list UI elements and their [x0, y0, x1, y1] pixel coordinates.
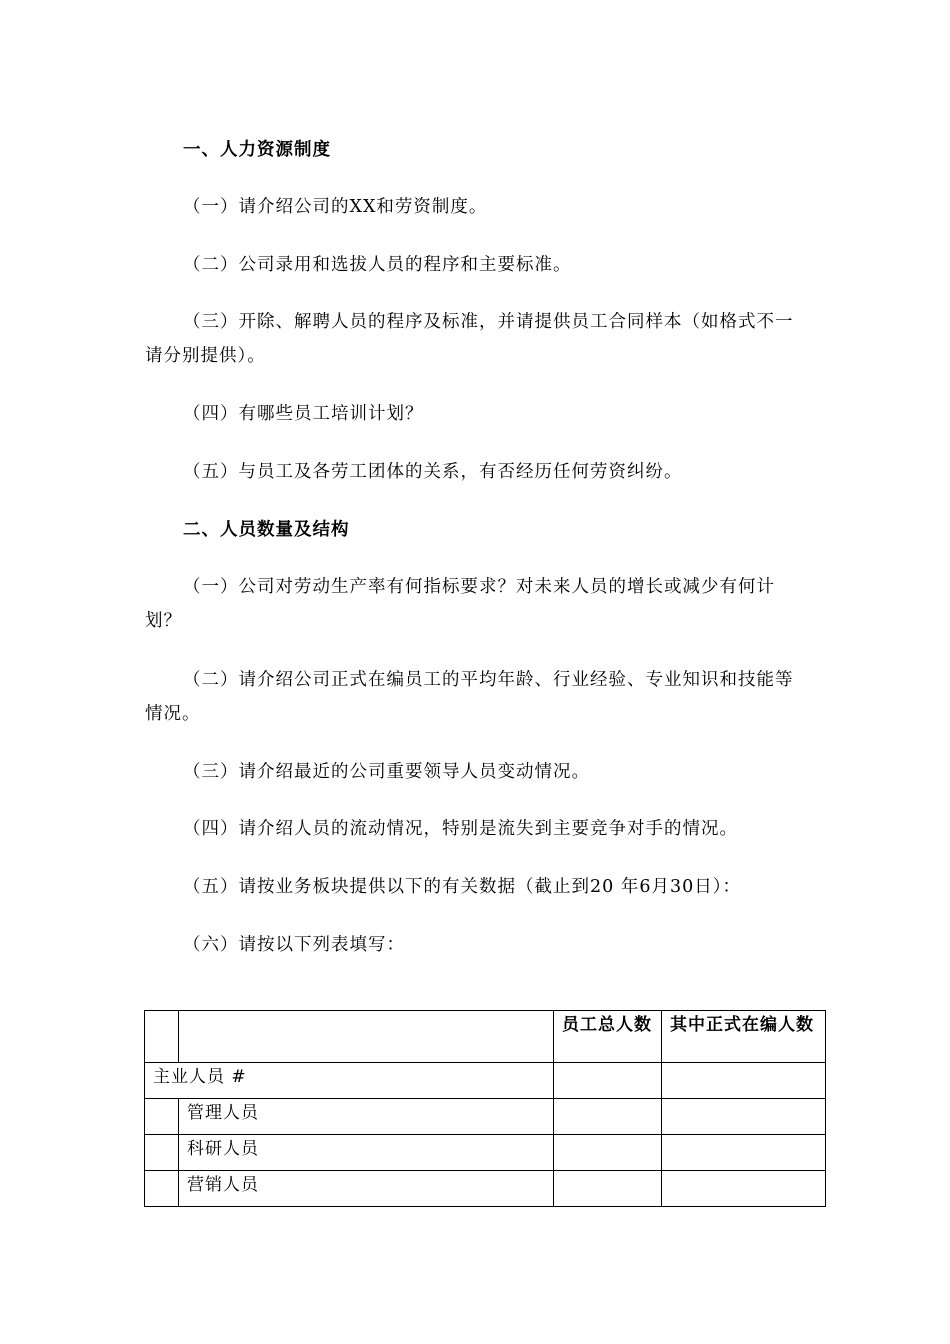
table-row-label: 管理人员 [179, 1099, 554, 1135]
table-cell [662, 1135, 826, 1171]
section-1-item-2: （二）公司录用和选拔人员的程序和主要标准。 [183, 255, 572, 275]
table-row [145, 1063, 826, 1099]
section-1-item-1: （一）请介绍公司的XX和劳资制度。 [183, 197, 488, 217]
table-cell [554, 1063, 662, 1099]
table-header-cell [145, 1011, 179, 1063]
section-2-item-2: （二）请介绍公司正式在编员工的平均年龄、行业经验、专业知识和技能等情况。 [145, 670, 794, 724]
section-1-item-3: （三）开除、解聘人员的程序及标准，并请提供员工合同样本（如格式不一请分别提供）。 [145, 312, 794, 366]
section-2-item-3: （三）请介绍最近的公司重要领导人员变动情况。 [183, 762, 590, 782]
table-cell [554, 1099, 662, 1135]
table-row-label: 主业人员 # [145, 1063, 554, 1099]
table-row [145, 1099, 826, 1135]
section-2-heading: 二、人员数量及结构 [183, 520, 350, 540]
table-row [145, 1135, 826, 1171]
section-1-heading: 一、人力资源制度 [183, 140, 331, 160]
section-2-item-5: （五）请按业务板块提供以下的有关数据（截止到20 年6月30日）： [183, 877, 741, 897]
section-1-item-4: （四）有哪些员工培训计划？ [183, 404, 424, 424]
section-1-item-5: （五）与员工及各劳工团体的关系，有否经历任何劳资纠纷。 [183, 462, 683, 482]
table-row-label: 营销人员 [179, 1171, 554, 1207]
table-cell [554, 1171, 662, 1207]
table-cell [662, 1171, 826, 1207]
table-cell [662, 1099, 826, 1135]
table-cell [145, 1135, 179, 1171]
table-header-total: 员工总人数 [554, 1011, 662, 1063]
section-2-item-6: （六）请按以下列表填写： [183, 935, 405, 955]
table-row [145, 1171, 826, 1207]
section-2-item-4: （四）请介绍人员的流动情况，特别是流失到主要竞争对手的情况。 [183, 819, 738, 839]
table-cell [145, 1099, 179, 1135]
table-cell [145, 1171, 179, 1207]
section-2-item-1: （一）公司对劳动生产率有何指标要求？对未来人员的增长或减少有何计划？ [145, 577, 775, 631]
staff-table [144, 1010, 826, 1207]
table-cell [554, 1135, 662, 1171]
table-header-cell [179, 1011, 554, 1063]
table-header-row [145, 1011, 826, 1063]
table-header-formal: 其中正式在编人数 [662, 1011, 826, 1063]
table-row-label: 科研人员 [179, 1135, 554, 1171]
table-cell [662, 1063, 826, 1099]
